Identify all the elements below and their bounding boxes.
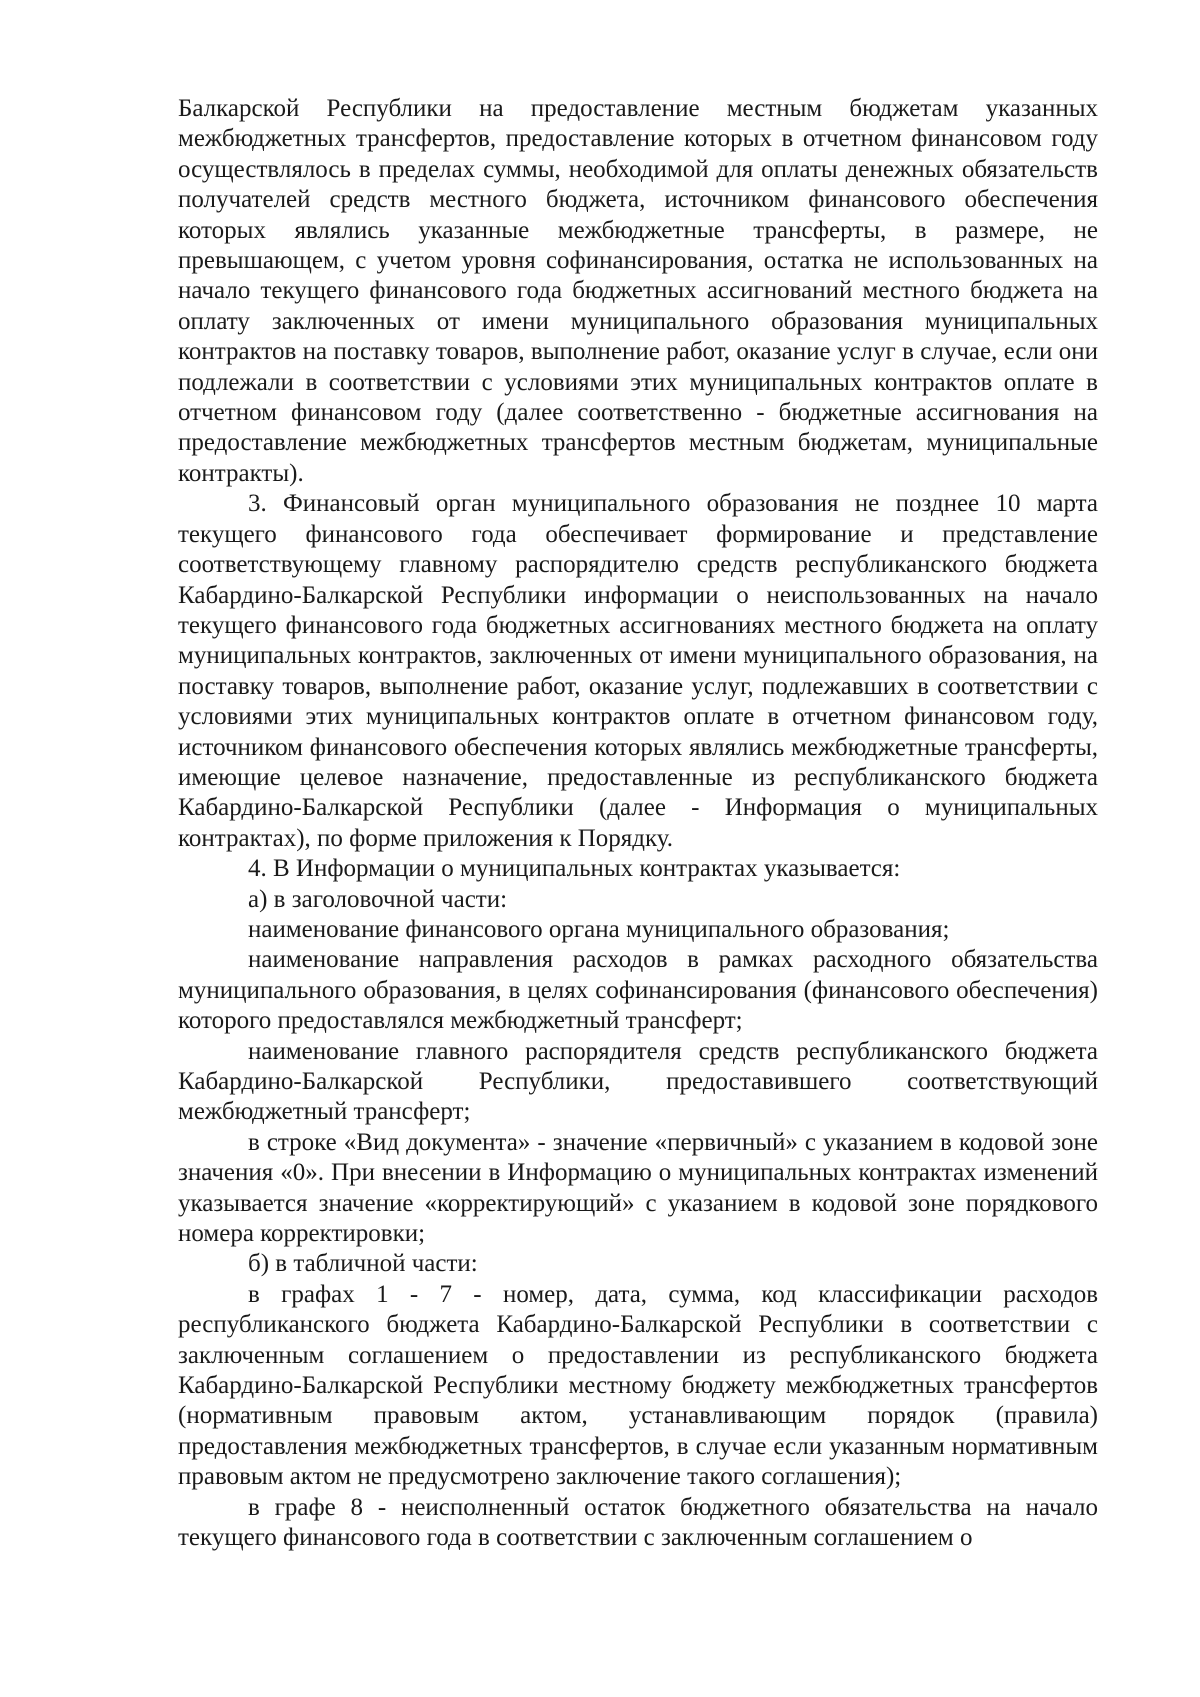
- paragraph-expense-direction: наименование направления расходов в рамках расходного обязательства муниципального образования, в целях софинансирования (финансового обеспечения) которого предоставлялся межбюджетный трансферт;: [178, 946, 1098, 1035]
- paragraph-chief-administrator: наименование главного распорядителя средств республиканского бюджета Кабардино-Балкарской Республики, предоставившего соответствующий межбюджетный трансферт;: [178, 1037, 1098, 1126]
- paragraph-columns-1-7: в графах 1 - 7 - номер, дата, сумма, код классификации расходов республиканского бюджета Кабардино-Балкарской Республики в соответствии с заключенным соглашением о предоставлении из республиканского бюджета Кабардино-Балкарской Республики местному бюджету межбюджетных трансфертов (нормативным правовым актом, устанавливающим порядок (правила) предоставления межбюджетных трансфертов, в случае если указанным нормативным правовым актом не предусмотрено заключение такого соглашения);: [178, 1280, 1098, 1491]
- paragraph-financial-body: наименование финансового органа муниципального образования;: [248, 915, 950, 943]
- paragraph-item-3: 3. Финансовый орган муниципального образования не позднее 10 марта текущего финансового года обеспечивает формирование и представление соответствующему главному распорядителю средств республиканского бюджета Кабардино-Балкарской Республики информации о неиспользованных на начало текущего финансового года бюджетных ассигнованиях местного бюджета на оплату муниципальных контрактов, заключенных от имени муниципального образования, на поставку товаров, выполнение работ, оказание услуг, подлежавших в соответствии с условиями этих муниципальных контрактов оплате в отчетном финансовом году, источником финансового обеспечения которых являлись межбюджетные трансферты, имеющие целевое назначение, предоставленные из республиканского бюджета Кабардино-Балкарской Республики (далее - Информация о муниципальных контрактах), по форме приложения к Порядку.: [178, 490, 1098, 852]
- paragraph-document-type: в строке «Вид документа» - значение «первичный» с указанием в кодовой зоне значения «0». При внесении в Информацию о муниципальных контрактах изменений указывается значение «корректирующий» с указанием в кодовой зоне порядкового номера корректировки;: [178, 1128, 1098, 1248]
- paragraph-item-4: 4. В Информации о муниципальных контрактах указывается:: [248, 855, 901, 883]
- paragraph-continuation: Балкарской Республики на предоставление местным бюджетам указанных межбюджетных трансфертов, предоставление которых в отчетном финансовом году осуществлялось в пределах суммы, необходимой для оплаты денежных обязательств получателей средств местного бюджета, источником финансового обеспечения которых являлись указанные межбюджетные трансферты, в размере, не превышающем, с учетом уровня софинансирования, остатка не использованных на начало текущего финансового года бюджетных ассигнований местного бюджета на оплату заключенных от имени муниципального образования муниципальных контрактов на поставку товаров, выполнение работ, оказание услуг в случае, если они подлежали в соответствии с условиями этих муниципальных контрактов оплате в отчетном финансовом году (далее соответственно - бюджетные ассигнования на предоставление межбюджетных трансфертов местным бюджетам, муниципальные контракты).: [178, 95, 1098, 487]
- paragraph-subitem-a: а) в заголовочной части:: [248, 885, 508, 913]
- paragraph-column-8: в графе 8 - неисполненный остаток бюджетного обязательства на начало текущего финансового года в соответствии с заключенным соглашением о: [178, 1493, 1098, 1552]
- document-page: [178, 94, 1098, 1554]
- paragraph-subitem-b: б) в табличной части:: [248, 1250, 478, 1278]
